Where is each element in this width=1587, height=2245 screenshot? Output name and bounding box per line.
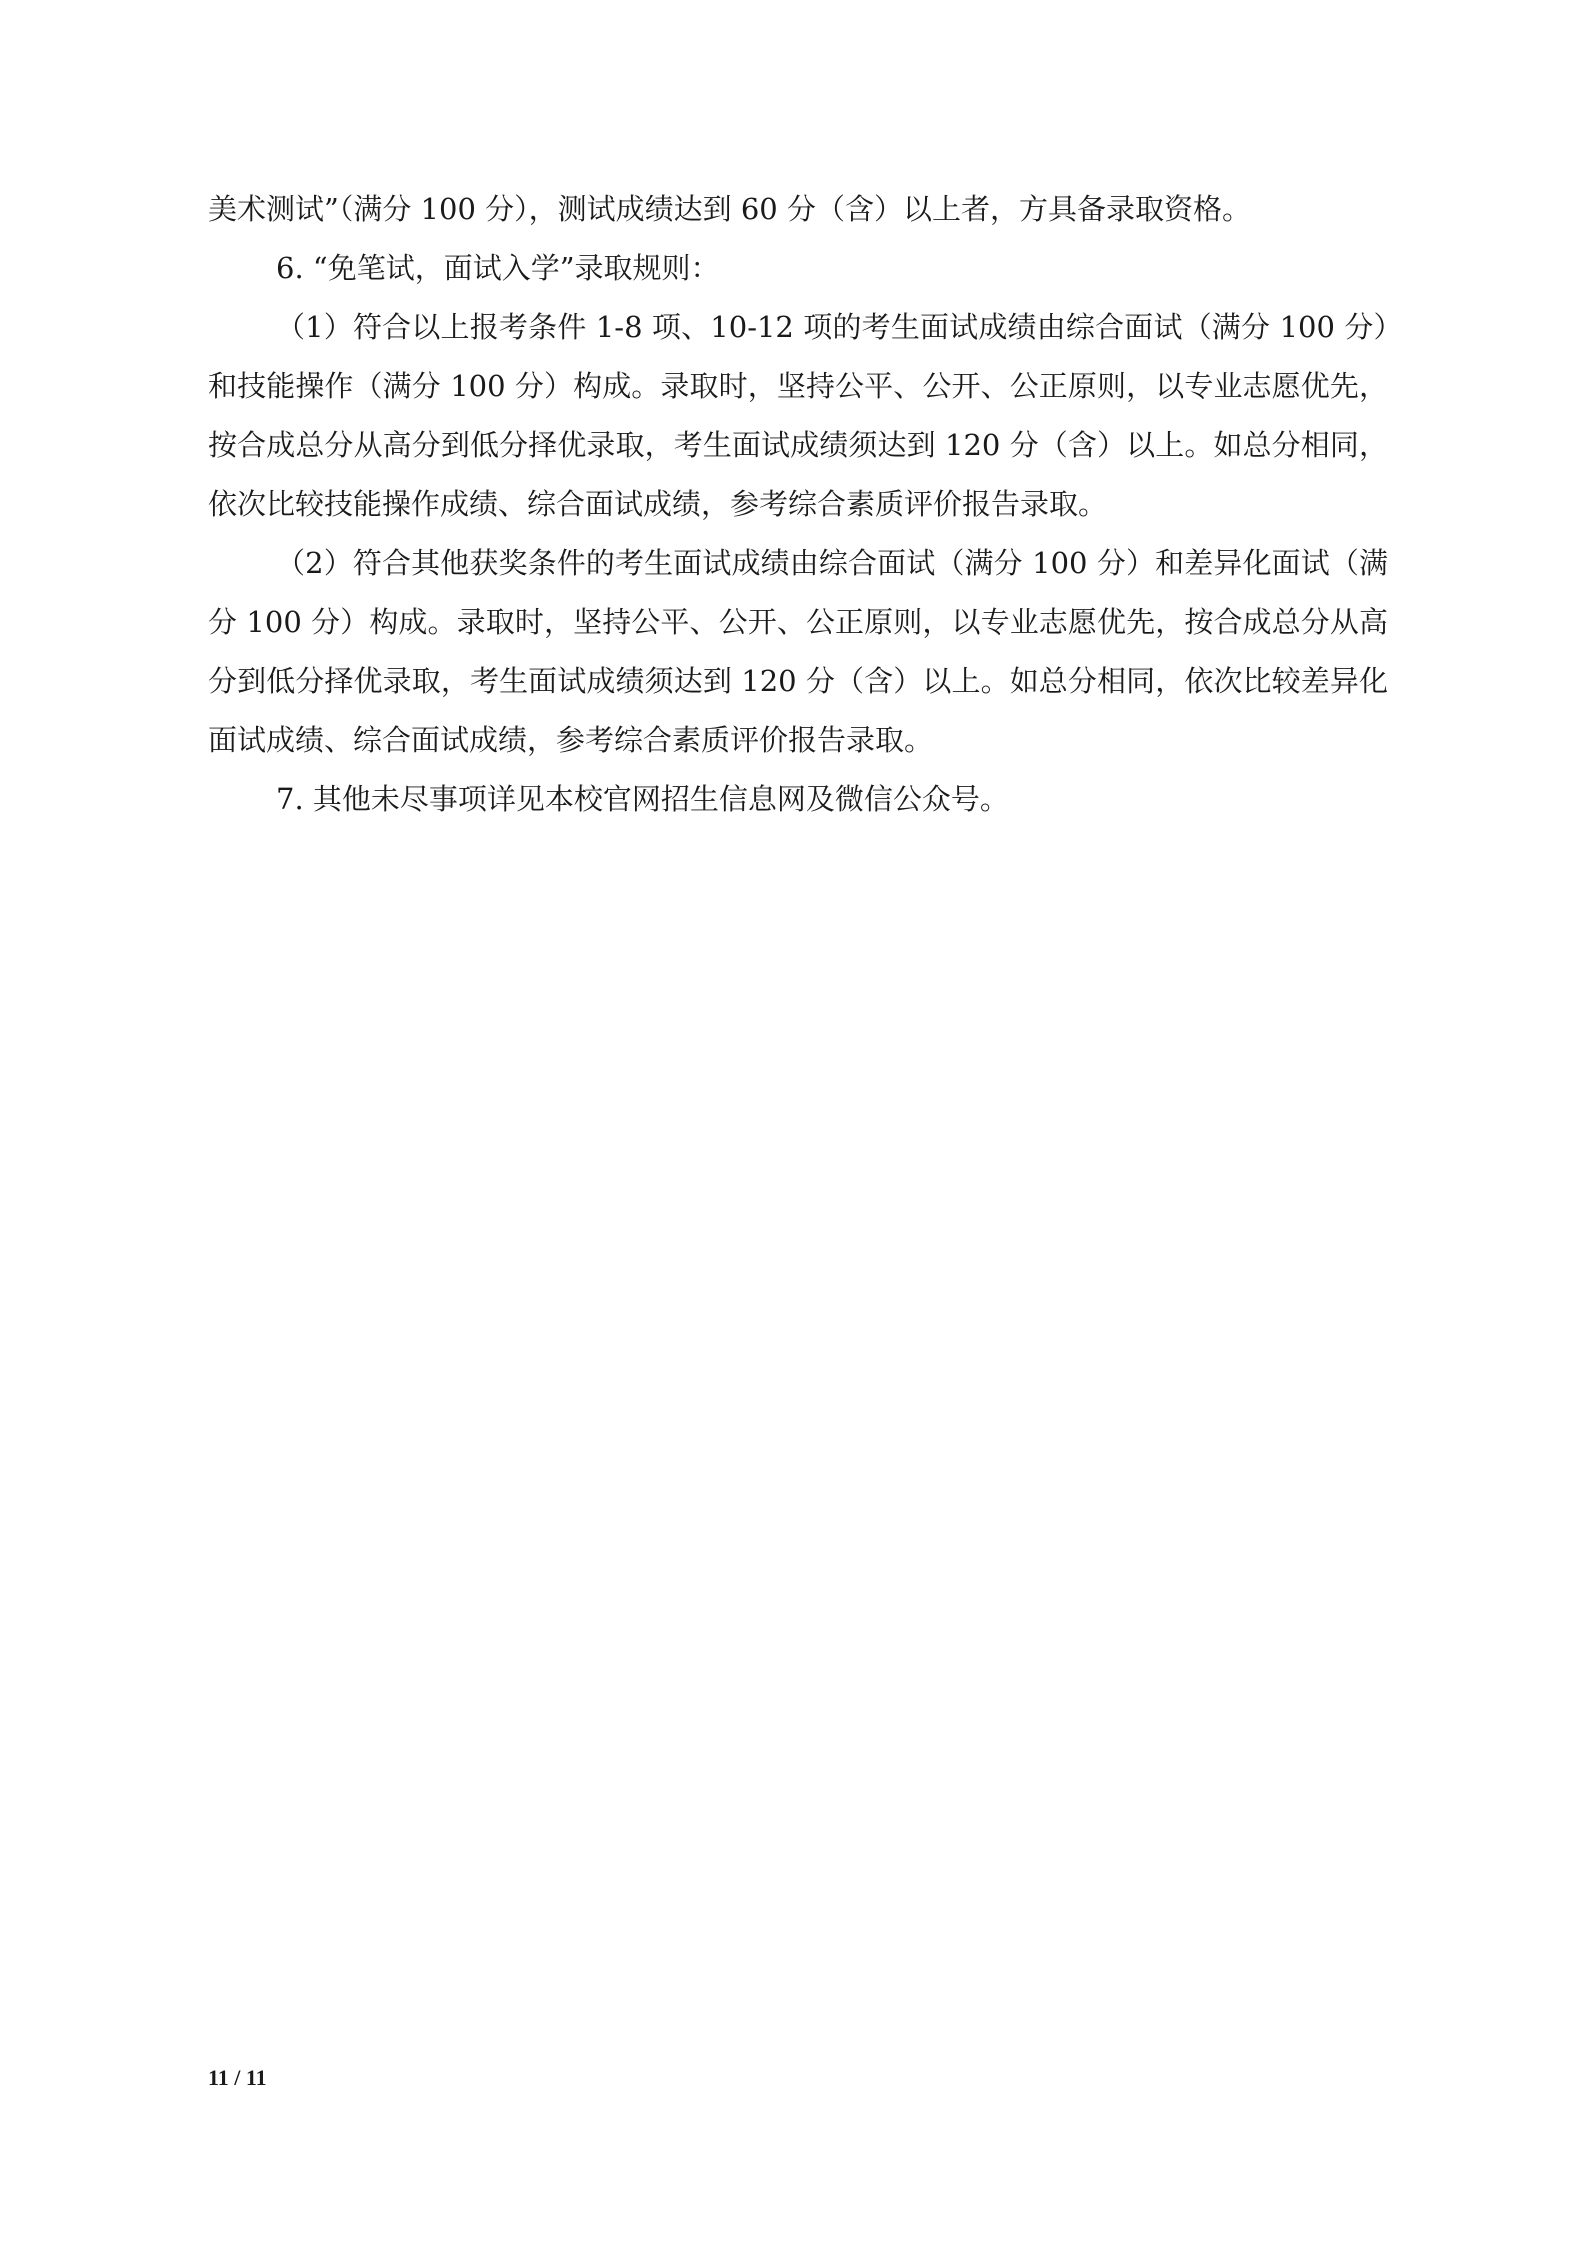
paragraph-rule-7: 7. 其他未尽事项详见本校官网招生信息网及微信公众号。 xyxy=(276,782,1009,816)
page-number: 11 / 11 xyxy=(208,2065,267,2090)
paragraph-rule-6-item-2: （2）符合其他获奖条件的考生面试成绩由综合面试（满分 100 分）和差异化面试（满分 100 分）构成。录取时，坚持公平、公开、公正原则，以专业志愿优先，按合成总分从高分到低分择优录取，考生面试成绩须达到 120 分（含）以上。如总分相同，依次比较差异化面试成绩、综合面试成绩，参考综合素质评价报告录取。 xyxy=(208,546,1388,757)
paragraph-rule-6-item-1: （1）符合以上报考条件 1-8 项、10-12 项的考生面试成绩由综合面试（满分 100 分）和技能操作（满分 100 分）构成。录取时，坚持公平、公开、公正原则，以专业志愿优先，按合成总分从高分到低分择优录取，考生面试成绩须达到 120 分（含）以上。如总分相同，依次比较技能操作成绩、综合面试成绩，参考综合素质评价报告录取。 xyxy=(208,310,1388,521)
document-body xyxy=(208,180,1388,829)
paragraph-art-test-continuation: 美术测试”（满分 100 分），测试成绩达到 60 分（含）以上者，方具备录取资格。 xyxy=(208,192,1251,226)
paragraph-rule-6-heading: 6. “免笔试，面试入学”录取规则： xyxy=(276,251,720,285)
